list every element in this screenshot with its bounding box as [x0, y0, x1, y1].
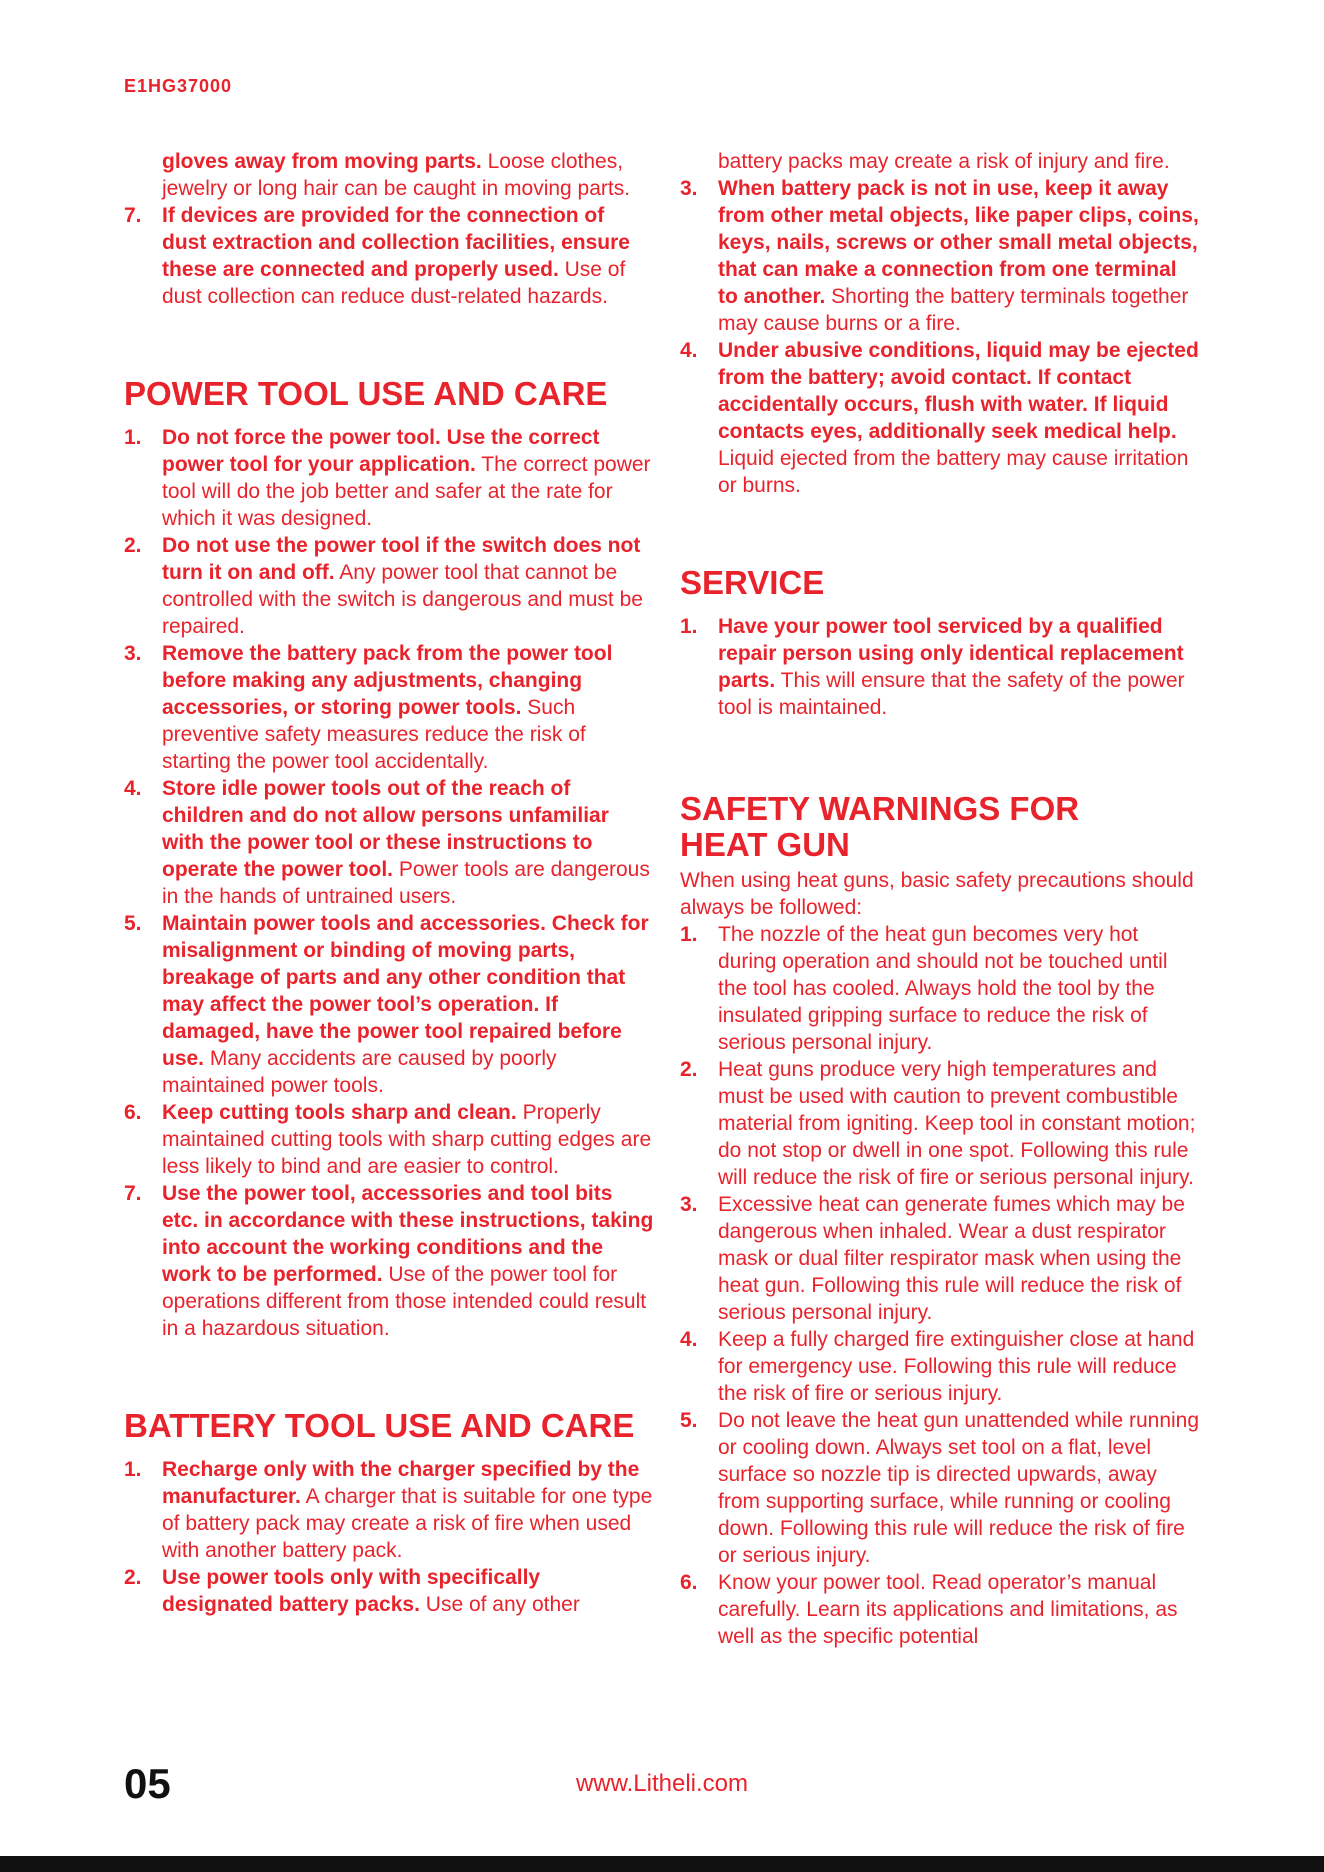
list-item — [124, 1180, 654, 1342]
item-number: 7. — [124, 204, 142, 227]
item-bold-text: gloves away from moving parts. — [162, 150, 482, 173]
item-number: 3. — [680, 1193, 698, 1216]
list-item — [680, 1056, 1200, 1191]
heading-line: SAFETY WARNINGS FOR — [680, 790, 1080, 827]
website-url: www.Litheli.com — [575, 1770, 749, 1797]
bottom-border — [0, 1856, 1324, 1872]
item-bold-text: Recharge only with the charger specified by the manufacturer. — [162, 1458, 640, 1508]
list-item — [680, 148, 1200, 175]
item-text: The correct power tool will do the job better and safer at the rate for which it was designed. — [162, 453, 651, 530]
item-text: Use of any other — [419, 1593, 580, 1616]
item-text: Any power tool that cannot be controlled with the switch is dangerous and must be repaired. — [162, 561, 643, 638]
item-number: 1. — [680, 923, 698, 946]
section-heading-heat-gun — [680, 791, 1200, 863]
list-item — [680, 175, 1200, 337]
item-number: 1. — [124, 1458, 142, 1481]
list-item — [680, 1191, 1200, 1326]
item-bold-text: Keep cutting tools sharp and clean. — [162, 1101, 517, 1124]
item-text: Heat guns produce very high temperatures and must be used with caution to prevent combustible material from igniting. Keep tool in constant motion; do not stop or dwell in one spot. Following this rule will reduce the risk of fire or serious personal injury. — [718, 1058, 1196, 1189]
list-item — [124, 148, 654, 202]
item-bold-text: Do not force the power tool. Use the correct power tool for your application. — [162, 426, 600, 476]
list-item — [124, 532, 654, 640]
item-number: 5. — [124, 912, 142, 935]
item-text: Such preventive safety measures reduce the risk of starting the power tool accidentally. — [162, 696, 586, 773]
item-bold-text: Maintain power tools and accessories. Check for misalignment or binding of moving parts, breakage of parts and any other condition that may affect the power tool’s operation. If damaged, have the power tool repaired before use. — [162, 912, 649, 1070]
item-number: 7. — [124, 1182, 142, 1205]
intro-text: When using heat guns, basic safety precautions should always be followed: — [680, 869, 1194, 919]
item-bold-text: When battery pack is not in use, keep it away from other metal objects, like paper clips, coins, keys, nails, screws or other small metal objects, that can make a connection from one terminal to another. — [718, 177, 1199, 308]
item-number: 3. — [680, 177, 698, 200]
list-item — [124, 1456, 654, 1564]
list-item — [680, 1407, 1200, 1569]
right-column — [680, 148, 1200, 1650]
item-number: 4. — [680, 1328, 698, 1351]
item-text: Keep a fully charged fire extinguisher close at hand for emergency use. Following this rule will reduce the risk of fire or serious injury. — [718, 1328, 1195, 1405]
list-item — [124, 640, 654, 775]
item-bold-text: If devices are provided for the connection of dust extraction and collection facilities, ensure these are connected and properly used. — [162, 204, 630, 281]
item-number: 6. — [124, 1101, 142, 1124]
section-heading-power-tool: POWER TOOL USE AND CARE — [124, 375, 608, 412]
item-bold-text: Do not use the power tool if the switch does not turn it on and off. — [162, 534, 641, 584]
list-item — [680, 921, 1200, 1056]
item-text: Properly maintained cutting tools with sharp cutting edges are less likely to bind and are easier to control. — [162, 1101, 652, 1178]
list-item — [680, 613, 1200, 721]
item-text: The nozzle of the heat gun becomes very hot during operation and should not be touched until the tool has cooled. Always hold the tool by the insulated gripping surface to reduce the risk of serious personal injury. — [718, 923, 1168, 1054]
item-number: 2. — [680, 1058, 698, 1081]
model-number: E1HG37000 — [124, 76, 233, 96]
item-bold-text: Use the power tool, accessories and tool bits etc. in accordance with these instructions, taking into account the working conditions and the work to be performed. — [162, 1182, 654, 1286]
list-item — [124, 910, 654, 1099]
item-bold-text: Under abusive conditions, liquid may be ejected from the battery; avoid contact. If contact accidentally occurs, flush with water. If liquid contacts eyes, additionally seek medical help. — [718, 339, 1199, 443]
item-text: Many accidents are caused by poorly maintained power tools. — [162, 1047, 557, 1097]
list-item — [124, 202, 654, 310]
item-text: Liquid ejected from the battery may cause irritation or burns. — [718, 447, 1189, 497]
item-number: 2. — [124, 534, 142, 557]
item-number: 4. — [124, 777, 142, 800]
item-text: Do not leave the heat gun unattended while running or cooling down. Always set tool on a flat, level surface so nozzle tip is directed upwards, away from supporting surface, while running or cooling down. Following this rule will reduce the risk of fire or serious injury. — [718, 1409, 1200, 1567]
item-text: Use of the power tool for operations different from those intended could result in a hazardous situation. — [162, 1263, 647, 1340]
item-number: 4. — [680, 339, 698, 362]
list-item — [680, 1326, 1200, 1407]
item-text: A charger that is suitable for one type of battery pack may create a risk of fire when used with another battery pack. — [162, 1485, 653, 1562]
section-heading-battery-tool: BATTERY TOOL USE AND CARE — [124, 1407, 635, 1444]
item-text: Power tools are dangerous in the hands of untrained users. — [162, 858, 650, 908]
item-bold-text: Store idle power tools out of the reach of children and do not allow persons unfamiliar with the power tool or these instructions to operate the power tool. — [162, 777, 609, 881]
list-item — [124, 424, 654, 532]
list-item — [680, 1569, 1200, 1650]
item-number: 1. — [124, 426, 142, 449]
item-bold-text: Use power tools only with specifically designated battery packs. — [162, 1566, 541, 1616]
item-bold-text: Remove the battery pack from the power tool before making any adjustments, changing accessories, or storing power tools. — [162, 642, 613, 719]
item-text: This will ensure that the safety of the power tool is maintained. — [718, 669, 1185, 719]
item-bold-text: Have your power tool serviced by a qualified repair person using only identical replacement parts. — [718, 615, 1184, 692]
item-text: battery packs may create a risk of injury and fire. — [718, 150, 1170, 173]
section-heading-service: SERVICE — [680, 564, 825, 601]
left-column — [124, 148, 654, 1618]
list-item — [124, 1564, 654, 1618]
item-text: Shorting the battery terminals together may cause burns or a fire. — [718, 285, 1189, 335]
list-item — [680, 337, 1200, 499]
item-text: Loose clothes, jewelry or long hair can be caught in moving parts. — [162, 150, 631, 200]
item-number: 6. — [680, 1571, 698, 1594]
list-item — [124, 775, 654, 910]
item-number: 2. — [124, 1566, 142, 1589]
heading-line: HEAT GUN — [680, 826, 850, 863]
item-number: 5. — [680, 1409, 698, 1432]
item-text: Use of dust collection can reduce dust-related hazards. — [162, 258, 626, 308]
page-number: 05 — [124, 1760, 171, 1807]
list-item — [124, 1099, 654, 1180]
item-text: Know your power tool. Read operator’s manual carefully. Learn its applications and limitations, as well as the specific potential — [718, 1571, 1178, 1648]
item-number: 3. — [124, 642, 142, 665]
item-text: Excessive heat can generate fumes which may be dangerous when inhaled. Wear a dust respirator mask or dual filter respirator mask when using the heat gun. Following this rule will reduce the risk of serious personal injury. — [718, 1193, 1185, 1324]
item-number: 1. — [680, 615, 698, 638]
